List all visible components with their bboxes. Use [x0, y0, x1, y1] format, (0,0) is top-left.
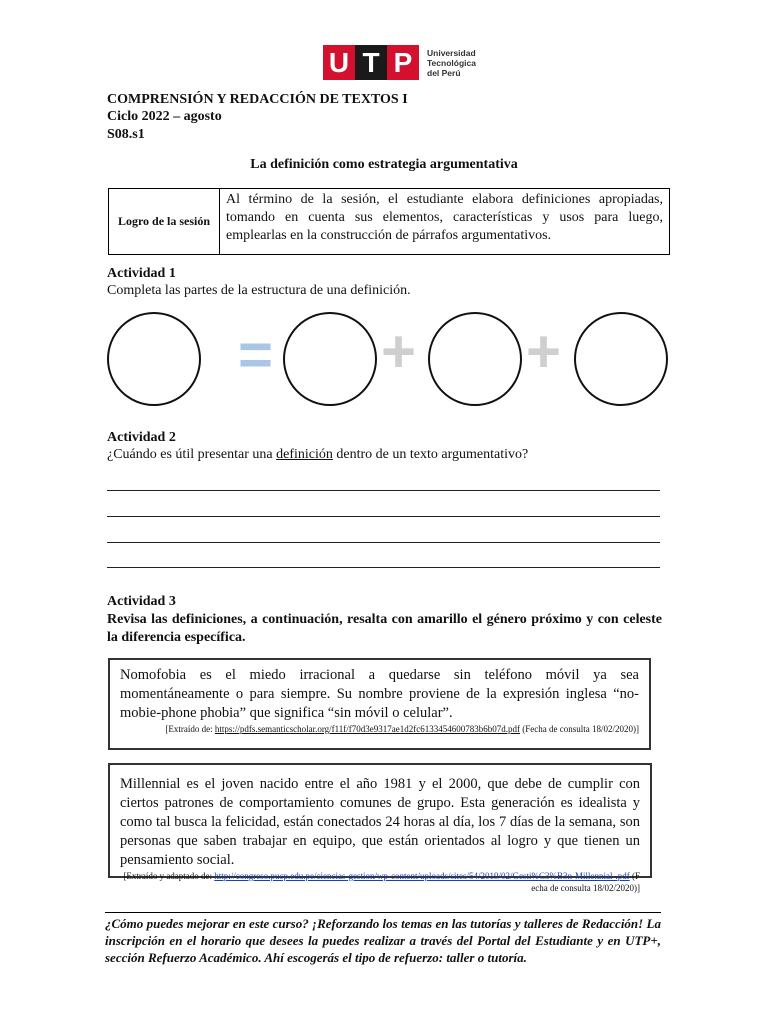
activity1-title: Actividad 1	[107, 266, 176, 281]
citation-link[interactable]: https://pdfs.semanticscholar.org/f11f/f70d3e9317ae1d2fc6133454600783b6b07d.pdf	[214, 724, 521, 734]
genus-circle[interactable]	[283, 312, 377, 406]
activity2-question	[107, 447, 528, 463]
activity3-instruction: Revisa las definiciones, a continuación, resalta con amarillo el género próximo y con celeste la diferencia específica.	[107, 612, 662, 645]
logo-university-name: Universidad Tecnológica del Perú	[427, 48, 476, 78]
goal-table	[108, 188, 670, 255]
question-text: ¿Cuándo es útil presentar una	[107, 447, 277, 462]
logo-letter: P	[387, 45, 419, 80]
logo-letter: T	[355, 45, 387, 80]
citation	[120, 723, 639, 735]
goal-text: Al término de la sesión, el estudiante elabora definiciones apropiadas, tomando en cuenta sus elementos, características y usos para luego, emplearlas en la construcción de párrafos argumentativos.	[226, 192, 663, 243]
citation-date: (Fecha de consulta 18/02/2020)]	[520, 724, 639, 734]
answer-line[interactable]	[107, 542, 660, 543]
citation-prefix: [Extraído de:	[165, 724, 215, 734]
plus-icon: +	[381, 318, 417, 385]
page-title: La definición como estrategia argumentativa	[250, 157, 518, 172]
answer-line[interactable]	[107, 516, 660, 517]
citation-link[interactable]: http://congreso.pucp.edu.pe/ciencias-gestion/wp-content/uploads/sites/54/2019/02/Gesti%C3%B3n-Millennial-.pdf	[214, 871, 630, 881]
citation-date: (Fecha de consulta 18/02/2020)]	[531, 871, 640, 893]
question-underlined: definición	[276, 447, 333, 462]
cycle: Ciclo 2022 – agosto	[107, 109, 222, 124]
definition-term-circle[interactable]	[107, 312, 201, 406]
activity3-title: Actividad 3	[107, 594, 176, 609]
footer-note: ¿Cómo puedes mejorar en este curso? ¡Reforzando los temas en las tutorías y talleres de Redacción! La inscripción en el horario que desees la puedes realizar a través del Portal del Estudiante y en UTP+, sección Refuerzo Académico. Ahí escogerás el tipo de refuerzo: taller o tutoría.	[105, 912, 661, 966]
session-code: S08.s1	[107, 127, 145, 142]
answer-line[interactable]	[107, 490, 660, 491]
definition-box-millennial	[108, 763, 652, 893]
characteristics-circle[interactable]	[574, 312, 668, 406]
citation	[120, 870, 640, 894]
equals-icon: =	[238, 321, 274, 388]
definition-text: Nomofobia es el miedo irracional a quedarse sin teléfono móvil ya sea momentáneamente o para siempre. Su nombre proviene de la expresión inglesa “no-mobie-phone phobia” que significa “sin móvil o celular”.	[120, 667, 639, 721]
answer-line[interactable]	[107, 567, 660, 568]
citation-prefix: [Extraído y adaptado de:	[123, 871, 215, 881]
plus-icon: +	[526, 318, 562, 385]
question-text: dentro de un texto argumentativo?	[332, 447, 529, 462]
definition-text: Millennial es el joven nacido entre el año 1981 y el 2000, que debe de cumplir con ciertos patrones de comportamiento comunes de grupo. Esta generación es idealista y como tal busca la felicidad, están conectados 24 horas al día, los 7 días de la semana, son personas que saben trabajar en equipo, que están orientados al logro y que tienen un pensamiento social.	[120, 776, 640, 868]
activity1-instruction: Completa las partes de la estructura de una definición.	[107, 283, 411, 298]
goal-label: Logro de la sesión	[109, 189, 220, 254]
activity2-title: Actividad 2	[107, 430, 176, 445]
definition-box-nomofobia	[108, 658, 651, 750]
difference-circle[interactable]	[428, 312, 522, 406]
logo-letter: U	[323, 45, 355, 80]
course-name: COMPRENSIÓN Y REDACCIÓN DE TEXTOS I	[107, 92, 408, 107]
